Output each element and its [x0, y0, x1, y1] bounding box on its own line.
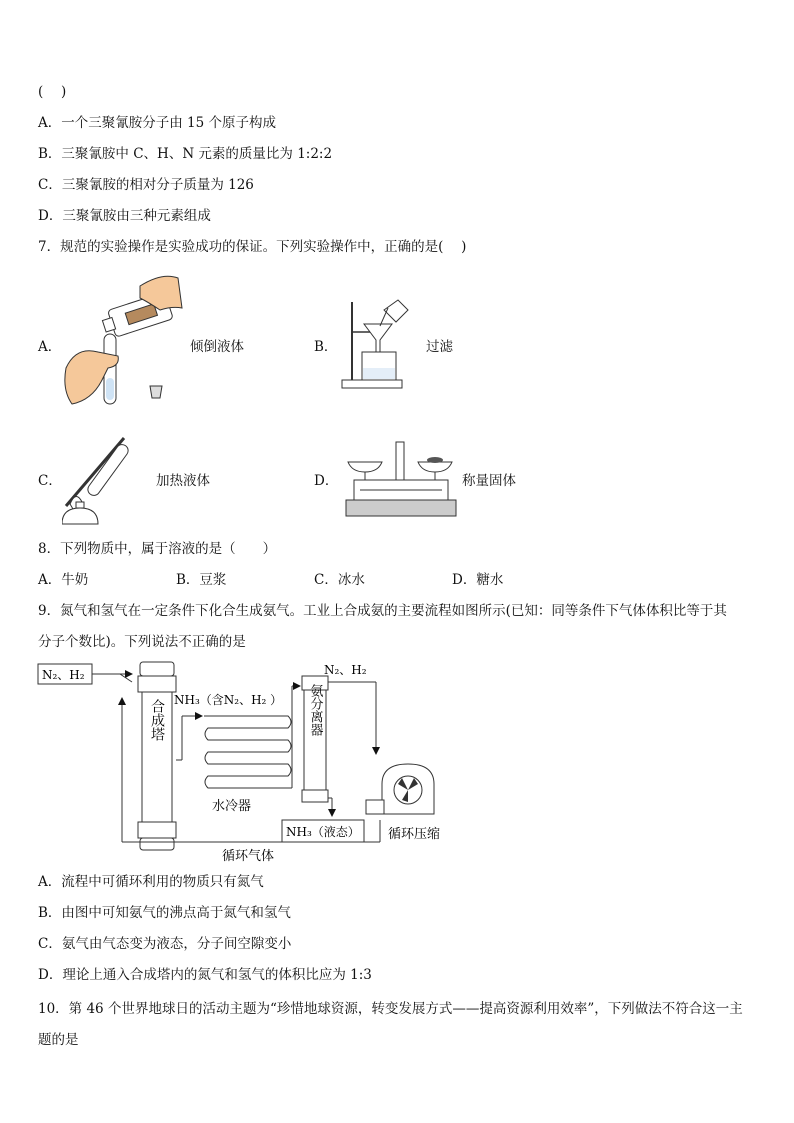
water-cooler-icon: [204, 716, 291, 788]
compressor-label: 循环压缩: [388, 827, 441, 842]
q9-stem-line2: 分子个数比)。下列说法不正确的是: [38, 634, 246, 650]
q6-option-b: B．三聚氰胺中 C、H、N 元素的质量比为 1:2:2: [38, 146, 333, 162]
balance-figure: [340, 436, 460, 520]
q6-option-a: A．一个三聚氰胺分子由 15 个原子构成: [38, 115, 277, 131]
q7-option-d-label: 称量固体: [462, 473, 516, 489]
synthesis-tower: [138, 662, 176, 850]
pouring-beaker-icon: [384, 300, 408, 322]
q7-option-a-letter: A．: [38, 339, 62, 355]
q10-stem-line2: 题的是: [38, 1032, 79, 1048]
q7-option-a-label: 倾倒液体: [190, 339, 244, 355]
q7-option-b-label: 过滤: [426, 339, 453, 355]
compressor-icon: [366, 764, 434, 814]
top-gas-label: N₂、H₂: [324, 663, 367, 677]
q7-option-d-letter: D．: [314, 473, 339, 489]
water-cooler-label: 水冷器: [212, 799, 252, 814]
mixture-label: NH₃（含N₂、H₂ ）: [174, 693, 283, 707]
q7-option-c-label: 加热液体: [156, 473, 210, 489]
q8-option-d: D．糖水: [452, 572, 504, 588]
synthesis-tower-label: 合成塔: [149, 699, 165, 741]
alcohol-lamp-icon: [62, 508, 98, 524]
filtration-figure: [334, 296, 424, 392]
q9-option-a: A．流程中可循环利用的物质只有氮气: [38, 874, 264, 890]
q7-stem: 7．规范的实验操作是实验成功的保证。下列实验操作中，正确的是( ): [38, 239, 467, 255]
q9-option-b: B．由图中可知氨气的沸点高于氮气和氢气: [38, 905, 291, 921]
q6-option-c: C．三聚氰胺的相对分子质量为 126: [38, 177, 254, 193]
ammonia-flow-diagram: [36, 658, 456, 868]
q6-paren: ( ): [38, 84, 67, 100]
liquid-ammonia-label: NH₃（液态）: [286, 825, 360, 839]
q10-stem-line1: 10．第 46 个世界地球日的活动主题为“珍惜地球资源，转变发展方式——提高资源利用效率”，下列做法不符合这一主: [38, 1001, 743, 1017]
heating-liquid-figure: [62, 436, 158, 532]
funnel-icon: [364, 324, 392, 354]
q6-option-d: D．三聚氰胺由三种元素组成: [38, 208, 211, 224]
separator-label: 氨分离器: [307, 684, 323, 736]
cycle-gas-label: 循环气体: [222, 849, 275, 864]
q7-option-b-letter: B．: [314, 339, 338, 355]
left-pan-icon: [348, 462, 382, 472]
ammonia-separator: [302, 676, 328, 802]
q7-option-c-letter: C．: [38, 473, 62, 489]
q9-option-c: C．氨气由气态变为液态，分子间空隙变小: [38, 936, 292, 952]
q9-stem-line1: 9．氮气和氢气在一定条件下化合生成氨气。工业上合成氨的主要流程如图所示(已知：同等条件下气体体积比等于其: [38, 603, 727, 619]
q8-option-a: A．牛奶: [38, 572, 89, 588]
stopper-icon: [150, 386, 162, 398]
right-pan-icon: [418, 462, 452, 472]
q9-option-d: D．理论上通入合成塔内的氮气和氢气的体积比应为 1:3: [38, 967, 372, 983]
q8-option-c: C．冰水: [314, 572, 365, 588]
pouring-liquid-figure: [62, 268, 184, 408]
q8-stem: 8．下列物质中，属于溶液的是（ ）: [38, 541, 277, 557]
input-gas-label: N₂、H₂: [42, 668, 85, 682]
q8-option-b: B．豆浆: [176, 572, 227, 588]
